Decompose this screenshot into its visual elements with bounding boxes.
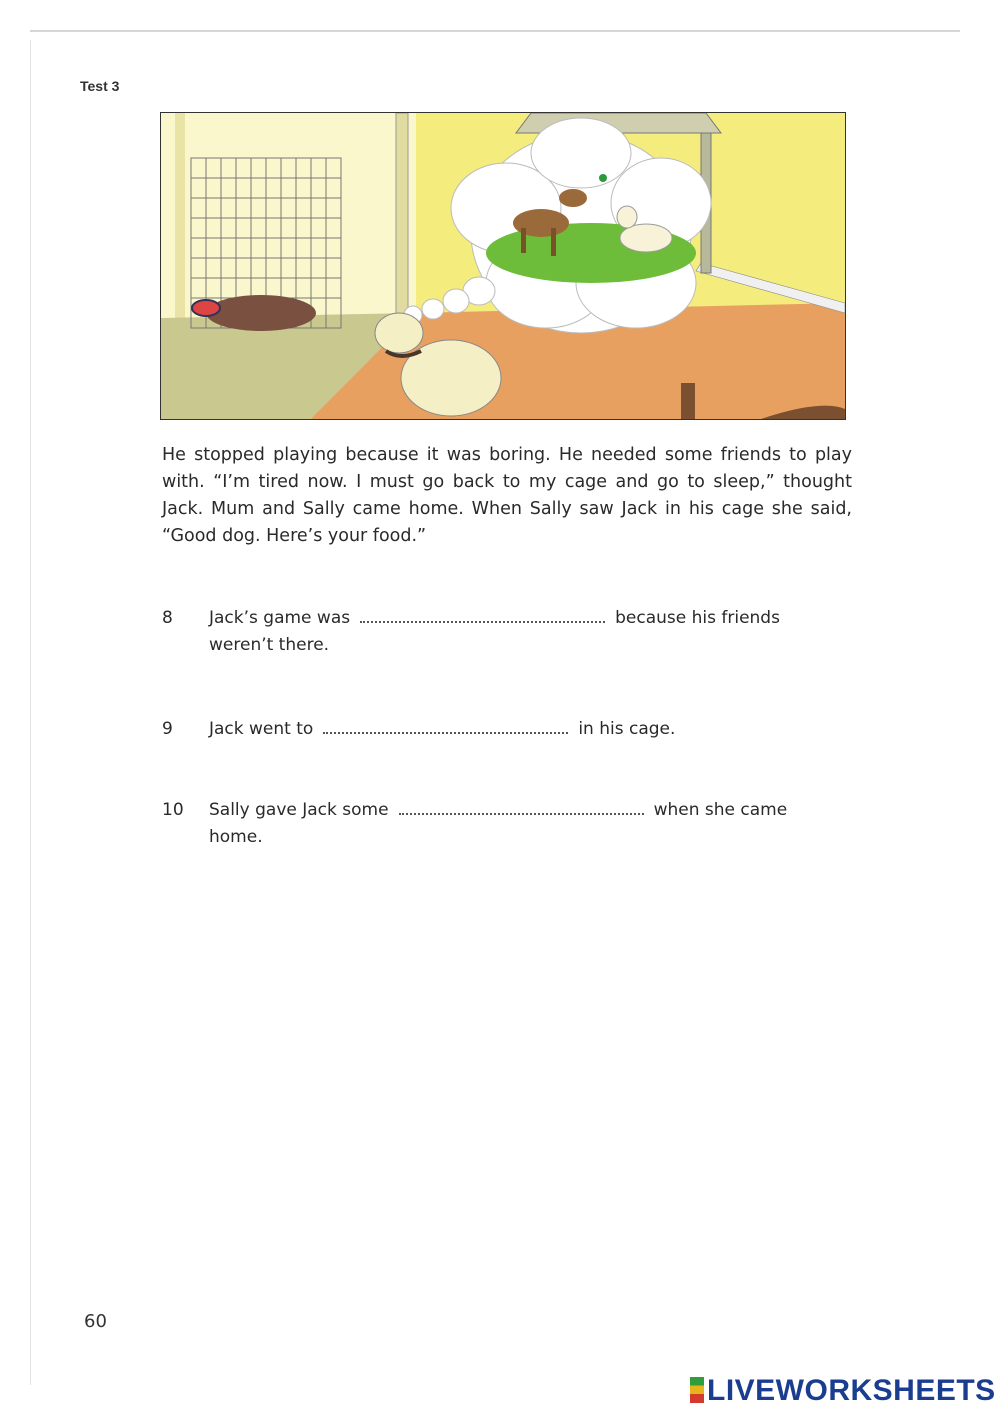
- question-prompt: Sally gave Jack some: [209, 800, 389, 820]
- question-prompt: Jack’s game was: [209, 608, 351, 628]
- liveworksheets-icon: [690, 1377, 704, 1403]
- question-number: 9: [162, 719, 173, 739]
- answer-blank-8[interactable]: [360, 607, 605, 623]
- question-10: [162, 797, 862, 857]
- answer-blank-9[interactable]: [323, 718, 568, 734]
- question-number: 8: [162, 608, 173, 628]
- question-continuation: weren’t there.: [209, 635, 330, 655]
- reading-passage: He stopped playing because it was boring. He needed some friends to play with. “I’m tired now. I must go back to my cage and go to sleep,” thought Jack. Mum and Sally came home. When Sally saw Jack in his cage she said, “Good dog. Here’s your food.”: [162, 445, 852, 546]
- test-label: Test 3: [80, 78, 120, 94]
- question-suffix: in his cage.: [578, 719, 676, 739]
- question-8: [162, 605, 862, 665]
- question-prompt: Jack went to: [209, 719, 314, 739]
- left-rule: [30, 40, 31, 1385]
- illustration-dog-dreaming: [160, 112, 846, 420]
- top-rule: [30, 30, 960, 32]
- question-suffix: when she came: [653, 800, 788, 820]
- illustration-svg: [161, 113, 845, 419]
- question-continuation: home.: [209, 827, 263, 847]
- brand-text: LIVEWORKSHEETS: [707, 1374, 996, 1407]
- page-number: 60: [84, 1311, 107, 1332]
- question-suffix: because his friends: [615, 608, 780, 628]
- question-number: 10: [162, 800, 184, 820]
- question-9: [162, 716, 862, 746]
- liveworksheets-logo[interactable]: [690, 1374, 996, 1408]
- answer-blank-10[interactable]: [399, 799, 644, 815]
